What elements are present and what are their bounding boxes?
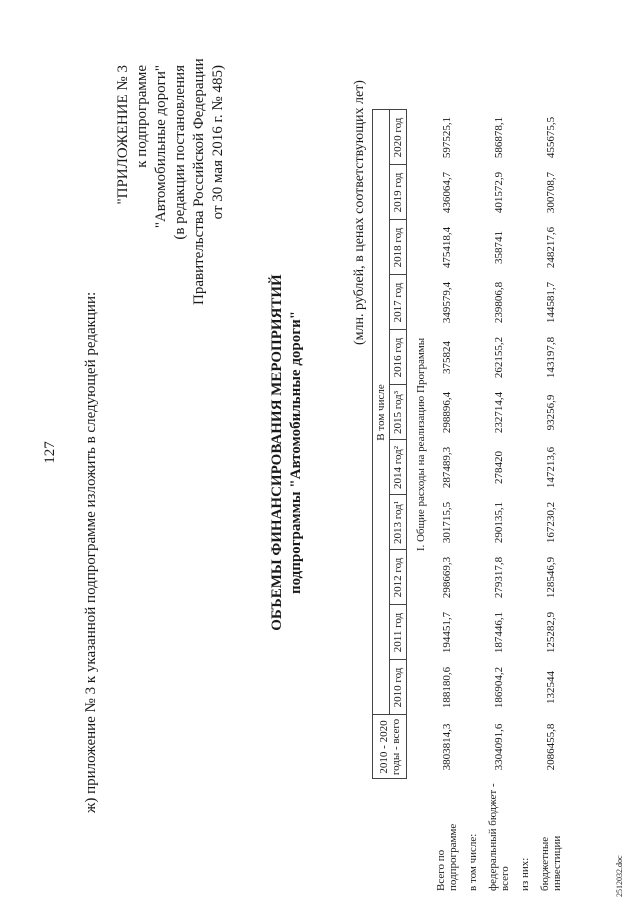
title-line-2: подпрограммы "Автомобильные дороги": [288, 310, 304, 595]
year-header: 2011 год: [390, 605, 407, 660]
cell-value: 287489,3: [441, 446, 453, 489]
cell-value: 436064,7: [441, 171, 453, 214]
row-label: Всего по подпрограмме: [435, 823, 459, 891]
cell-value: 2086455,8: [545, 723, 557, 771]
cell-value: 248217,6: [545, 226, 557, 269]
financing-table: [372, 110, 567, 896]
cell-value: 3803814,3: [441, 723, 453, 771]
year-header: 2019 год: [390, 165, 407, 220]
table-row: [431, 110, 463, 895]
section-spacer: [407, 779, 432, 895]
cell-value: 125282,9: [545, 611, 557, 654]
group-header: В том числе: [373, 110, 390, 715]
year-header: 2015 год³: [390, 385, 407, 440]
cell-value: 188180,6: [441, 666, 453, 709]
cell-value: 301715,5: [441, 501, 453, 544]
cell-value: 300708,7: [545, 171, 557, 214]
cell-value: 147213,6: [545, 446, 557, 489]
row-label: бюджетные инвестиции: [539, 835, 563, 891]
cell-value: 194451,7: [441, 611, 453, 654]
empty-cell: [463, 110, 483, 779]
empty-header-cell: [373, 779, 407, 895]
page-number: 127: [42, 441, 58, 464]
cell-value: 358741: [493, 231, 505, 264]
units-note: (млн. рублей, в ценах соответствующих лет): [352, 80, 367, 345]
cell-value: 262155,2: [493, 336, 505, 379]
cell-value: 3304091,6: [493, 723, 505, 771]
year-header: 2020 год: [390, 110, 407, 165]
cell-value: 290135,1: [493, 501, 505, 544]
cell-value: 298669,3: [441, 556, 453, 599]
table-row: [515, 110, 535, 895]
table-row: [483, 110, 515, 895]
row-label: в том числе:: [467, 833, 479, 891]
appendix-line: (в редакции постановления: [172, 65, 188, 240]
cell-value: 144581,7: [545, 281, 557, 324]
appendix-line: "ПРИЛОЖЕНИЕ № 3: [115, 65, 131, 205]
cell-value: 132544: [545, 671, 557, 704]
cell-value: 597525,1: [441, 116, 453, 159]
cell-value: 298896,4: [441, 391, 453, 434]
footer-code: 2512032.doc: [615, 855, 624, 897]
row-label: из них:: [519, 857, 531, 891]
empty-cell: [515, 110, 535, 779]
section-heading: I. Общие расходы на реализацию Программы: [415, 337, 427, 552]
title-line-1: ОБЪЕМЫ ФИНАНСИРОВАНИЯ МЕРОПРИЯТИЙ: [269, 274, 285, 631]
cell-value: 232714,4: [493, 391, 505, 434]
cell-value: 167230,2: [545, 501, 557, 544]
cell-value: 375824: [441, 341, 453, 374]
cell-value: 187446,1: [493, 611, 505, 654]
table-row: [463, 110, 483, 895]
cell-value: 349579,4: [441, 281, 453, 324]
table-row: [535, 110, 567, 895]
row-label: федеральный бюджет - всего: [487, 783, 511, 891]
cell-value: 455675,5: [545, 116, 557, 159]
year-header: 2017 год: [390, 275, 407, 330]
cell-value: 401572,9: [493, 171, 505, 214]
cell-value: 586878,1: [493, 116, 505, 159]
year-header: 2010 год: [390, 660, 407, 715]
appendix-line: от 30 мая 2016 г. № 485): [210, 65, 226, 220]
cell-value: 239806,8: [493, 281, 505, 324]
year-header: 2016 год: [390, 330, 407, 385]
year-header: 2013 год¹: [390, 495, 407, 550]
cell-value: 93256,9: [545, 394, 557, 431]
year-header: 2014 год²: [390, 440, 407, 495]
year-header: 2012 год: [390, 550, 407, 605]
appendix-line: "Автомобильные дороги": [153, 65, 169, 229]
total-header: 2010 - 2020 годы - всего: [373, 715, 407, 779]
year-header: 2018 год: [390, 220, 407, 275]
document-title: [268, 0, 306, 905]
appendix-line: к подпрограмме: [134, 65, 150, 168]
cell-value: 128546,9: [545, 556, 557, 599]
cell-value: 143197,8: [545, 336, 557, 379]
appendix-line: Правительства Российской Федерации: [191, 58, 207, 305]
appendix-heading: [114, 58, 228, 305]
cell-value: 186904,2: [493, 666, 505, 709]
cell-value: 475418,4: [441, 226, 453, 269]
cell-value: 279317,8: [493, 556, 505, 599]
cell-value: 278420: [493, 451, 505, 484]
intro-text: ж) приложение № 3 к указанной подпрограмме изложить в следующей редакции:: [83, 291, 99, 813]
